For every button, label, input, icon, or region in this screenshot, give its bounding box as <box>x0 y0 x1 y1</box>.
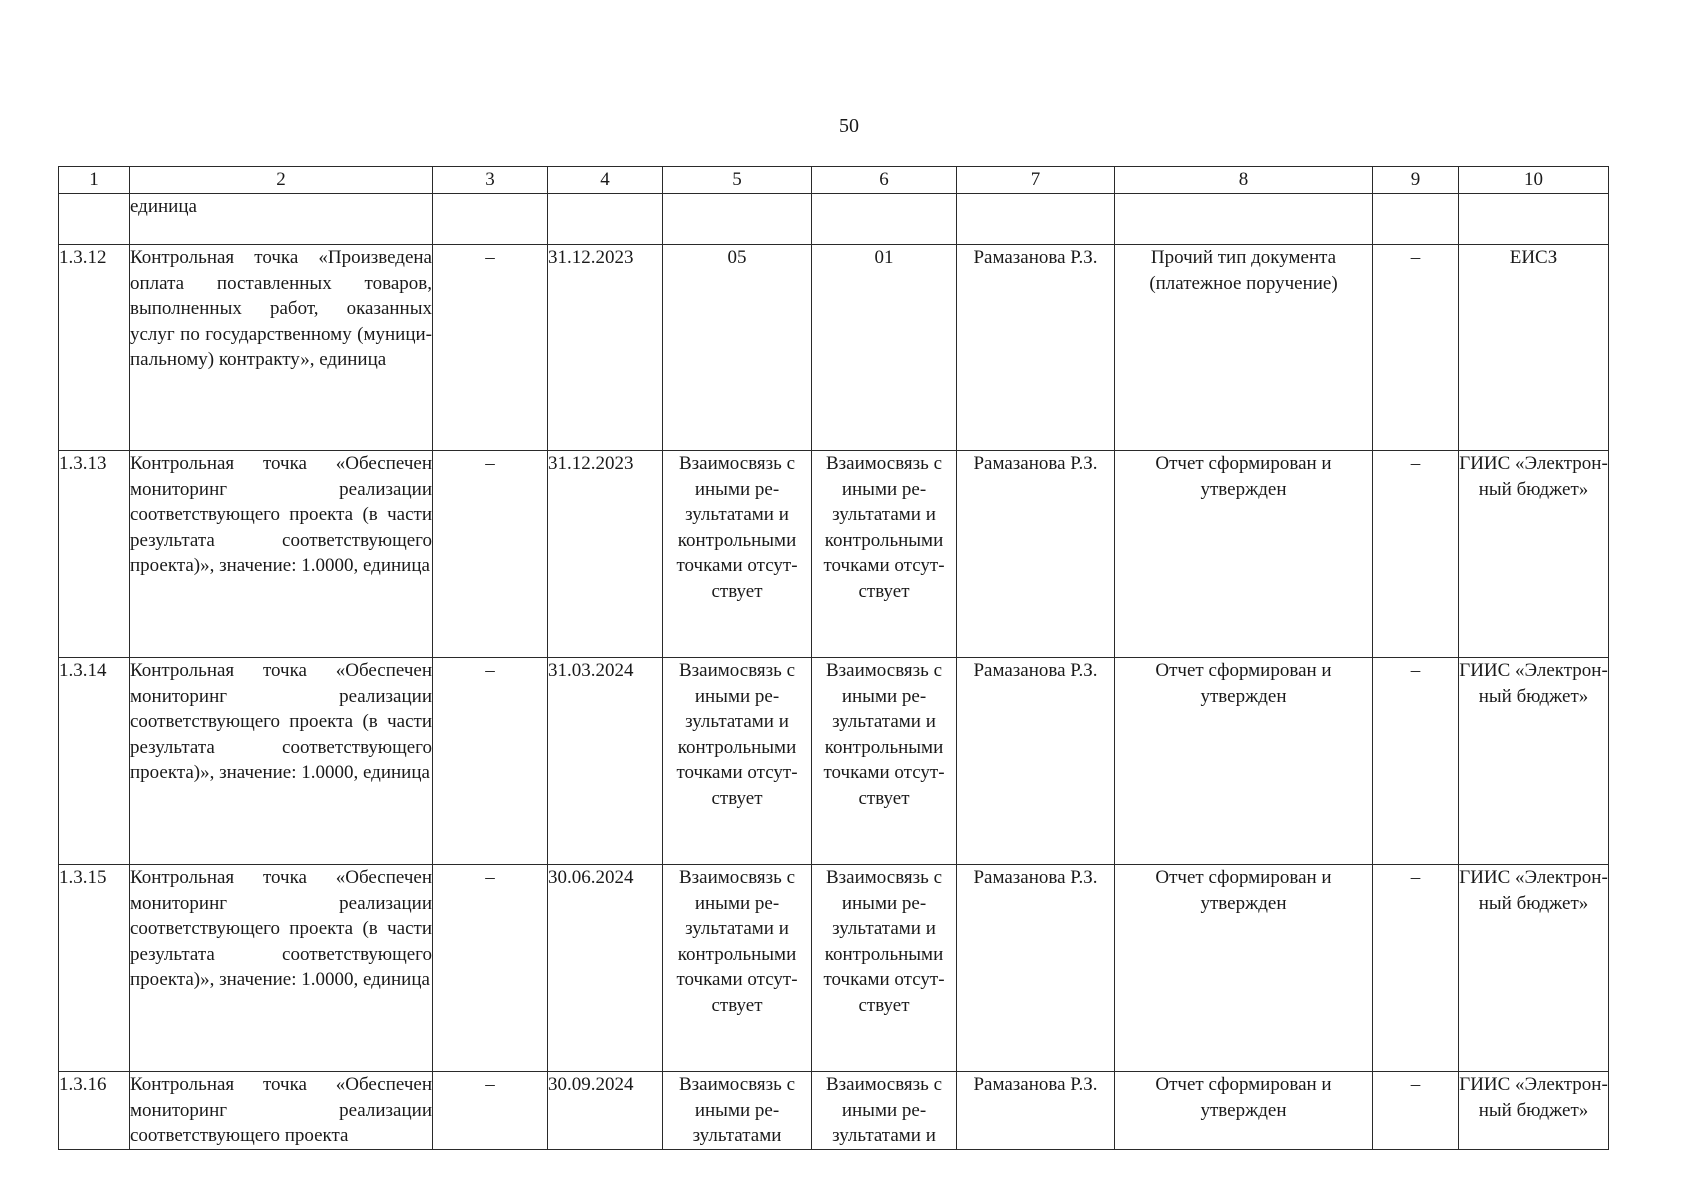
cell-id: 1.3.14 <box>59 658 130 865</box>
column-header: 5 <box>663 167 812 194</box>
cell-col6: Взаимосвязь с иными результатами и контрольными точками отсутствует <box>812 658 957 865</box>
column-header: 8 <box>1115 167 1373 194</box>
cell-col9: – <box>1373 451 1459 658</box>
table-row <box>59 1072 1609 1150</box>
table-header-row <box>59 167 1609 194</box>
column-header: 10 <box>1459 167 1609 194</box>
cell-description: Контрольная точка «Обеспечен мониторинг реализации соответствующего проекта (в части результата соответствующего проекта)», значение: 1.0000, единица <box>130 451 433 658</box>
cell-description: единица <box>130 194 433 245</box>
cell-system: ЕИСЗ <box>1459 245 1609 451</box>
table-row <box>59 451 1609 658</box>
cell-document: Отчет сформирован и утвержден <box>1115 865 1373 1072</box>
cell-document: Отчет сформирован и утвержден <box>1115 658 1373 865</box>
cell-col3: – <box>433 245 548 451</box>
cell-empty <box>1373 194 1459 245</box>
cell-system: ГИИС «Электронный бюджет» <box>1459 451 1609 658</box>
cell-system: ГИИС «Электронный бюджет» <box>1459 1072 1609 1150</box>
column-header: 9 <box>1373 167 1459 194</box>
column-header: 4 <box>548 167 663 194</box>
cell-document: Отчет сформирован и утвержден <box>1115 451 1373 658</box>
cell-empty <box>548 194 663 245</box>
cell-col9: – <box>1373 658 1459 865</box>
column-header: 3 <box>433 167 548 194</box>
cell-description: Контрольная точка «Обеспечен мониторинг реализации соответствующего проекта (в части результата соответствующего проекта)», значение: 1.0000, единица <box>130 658 433 865</box>
column-header: 1 <box>59 167 130 194</box>
cell-date: 30.06.2024 <box>548 865 663 1072</box>
cell-col6: Взаимосвязь с иными результатами и <box>812 1072 957 1150</box>
cell-col5: Взаимосвязь с иными результатами и контрольными точками отсутствует <box>663 658 812 865</box>
cell-date: 30.09.2024 <box>548 1072 663 1150</box>
cell-col5: Взаимосвязь с иными результатами и контрольными точками отсутствует <box>663 451 812 658</box>
cell-id: 1.3.15 <box>59 865 130 1072</box>
cell-responsible: Рамазанова Р.З. <box>957 1072 1115 1150</box>
cell-col9: – <box>1373 1072 1459 1150</box>
cell-col3: – <box>433 658 548 865</box>
cell-responsible: Рамазанова Р.З. <box>957 658 1115 865</box>
cell-document: Прочий тип документа (платежное поручение) <box>1115 245 1373 451</box>
cell-empty <box>663 194 812 245</box>
cell-description: Контрольная точка «Обеспечен мониторинг реализации соответствующего проекта <box>130 1072 433 1150</box>
cell-col3: – <box>433 451 548 658</box>
page-number: 50 <box>839 115 859 137</box>
cell-document: Отчет сформирован и утвержден <box>1115 1072 1373 1150</box>
cell-col3: – <box>433 1072 548 1150</box>
cell-id: 1.3.12 <box>59 245 130 451</box>
cell-description: Контрольная точка «Обеспечен мониторинг реализации соответствующего проекта (в части результата соответствующего проекта)», значение: 1.0000, единица <box>130 865 433 1072</box>
cell-responsible: Рамазанова Р.З. <box>957 451 1115 658</box>
cell-col9: – <box>1373 245 1459 451</box>
cell-col6: Взаимосвязь с иными результатами и контрольными точками отсутствует <box>812 451 957 658</box>
cell-date: 31.03.2024 <box>548 658 663 865</box>
cell-empty <box>957 194 1115 245</box>
cell-empty <box>433 194 548 245</box>
cell-col6: Взаимосвязь с иными результатами и контрольными точками отсутствует <box>812 865 957 1072</box>
cell-col5: Взаимосвязь с иными результатами и контрольными точками отсутствует <box>663 865 812 1072</box>
cell-empty <box>1459 194 1609 245</box>
cell-responsible: Рамазанова Р.З. <box>957 245 1115 451</box>
cell-col9: – <box>1373 865 1459 1072</box>
column-header: 6 <box>812 167 957 194</box>
cell-empty <box>59 194 130 245</box>
cell-col6: 01 <box>812 245 957 451</box>
control-points-table <box>58 166 1609 1150</box>
cell-date: 31.12.2023 <box>548 451 663 658</box>
cell-id: 1.3.16 <box>59 1072 130 1150</box>
cell-id: 1.3.13 <box>59 451 130 658</box>
table-row <box>59 658 1609 865</box>
table-row <box>59 245 1609 451</box>
cell-col3: – <box>433 865 548 1072</box>
table-row <box>59 865 1609 1072</box>
table-row-continuation <box>59 194 1609 245</box>
cell-description: Контрольная точка «Произведена оплата поставленных товаров, выполненных работ, оказанных услуг по государственному (муниципальному) контракту», единица <box>130 245 433 451</box>
column-header: 7 <box>957 167 1115 194</box>
cell-col5: Взаимосвязь с иными результатами <box>663 1072 812 1150</box>
cell-empty <box>812 194 957 245</box>
column-header: 2 <box>130 167 433 194</box>
cell-col5: 05 <box>663 245 812 451</box>
cell-empty <box>1115 194 1373 245</box>
cell-responsible: Рамазанова Р.З. <box>957 865 1115 1072</box>
cell-system: ГИИС «Электронный бюджет» <box>1459 658 1609 865</box>
cell-date: 31.12.2023 <box>548 245 663 451</box>
cell-system: ГИИС «Электронный бюджет» <box>1459 865 1609 1072</box>
